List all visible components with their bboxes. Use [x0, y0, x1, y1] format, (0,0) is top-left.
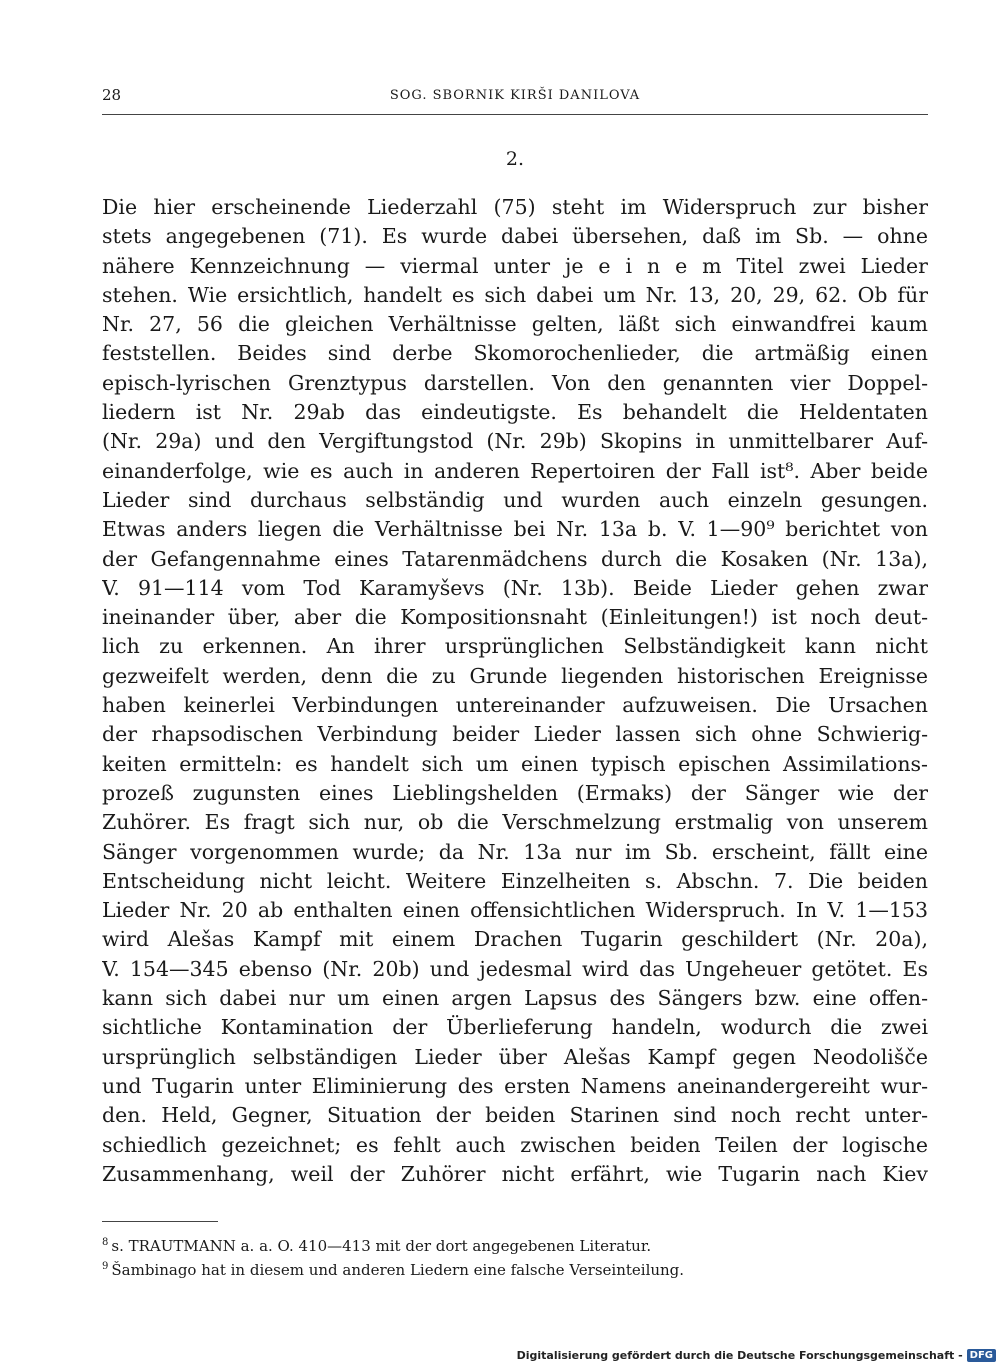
text-line: Nr. 27, 56 die gleichen Verhältnisse gelten, läßt sich einwandfrei kaum: [102, 312, 928, 337]
text-line: feststellen. Beides sind derbe Skomorochenlieder, die artmäßig einen: [102, 341, 928, 366]
text-line: gezweifelt werden, denn die zu Grunde liegenden historischen Ereignisse: [102, 663, 928, 688]
text-line: kann sich dabei nur um einen argen Lapsus des Sängers bzw. eine offen-: [102, 986, 928, 1011]
text-line: lich zu erkennen. An ihrer ursprünglichen Selbständigkeit kann nicht: [102, 634, 928, 659]
text-line: V. 91—114 vom Tod Karamyševs (Nr. 13b). Beide Lieder gehen zwar: [102, 575, 928, 600]
text-line: Etwas anders liegen die Verhältnisse bei Nr. 13a b. V. 1—90⁹ berichtet von: [102, 517, 928, 542]
text-line: (Nr. 29a) und den Vergiftungstod (Nr. 29b) Skopins in unmittelbarer Auf-: [102, 429, 928, 454]
footnote-mark: 9: [102, 1261, 109, 1272]
text-line: schiedlich gezeichnet; es fehlt auch zwischen beiden Teilen der logische: [102, 1132, 928, 1157]
text-line: den. Held, Gegner, Situation der beiden Starinen sind noch recht unter-: [102, 1103, 928, 1128]
footnote-text: s. TRAUTMANN a. a. O. 410—413 mit der dort angegebenen Literatur.: [111, 1237, 652, 1255]
footnote-text: Šambinago hat in diesem und anderen Liedern eine falsche Verseinteilung.: [111, 1261, 685, 1279]
text-line: sichtliche Kontamination der Überlieferung handeln, wodurch die zwei: [102, 1015, 928, 1040]
running-header: [102, 86, 928, 110]
footnote-9: [102, 1258, 928, 1282]
text-line: Zuhörer. Es fragt sich nur, ob die Verschmelzung erstmalig von unserem: [102, 810, 928, 835]
text-line: prozeß zugunsten eines Lieblingshelden (Ermaks) der Sänger wie der: [102, 780, 928, 805]
text-line: der rhapsodischen Verbindung beider Lieder lassen sich ohne Schwierig-: [102, 722, 928, 747]
text-line: keiten ermitteln: es handelt sich um einen typisch epischen Assimilations-: [102, 751, 928, 776]
digitization-credit: [517, 1346, 996, 1364]
text-line: Sänger vorgenommen wurde; da Nr. 13a nur im Sb. erscheint, fällt eine: [102, 839, 928, 864]
text-line: Entscheidung nicht leicht. Weitere Einzelheiten s. Abschn. 7. Die beiden: [102, 868, 928, 893]
text-line: Lieder Nr. 20 ab enthalten einen offensichtlichen Widerspruch. In V. 1—153: [102, 898, 928, 923]
text-line: ineinander über, aber die Kompositionsnaht (Einleitungen!) ist noch deut-: [102, 605, 928, 630]
footnote-rule: [102, 1221, 218, 1222]
text-line: ursprünglich selbständigen Lieder über Alešas Kampf gegen Neodolišče: [102, 1044, 928, 1069]
text-line: liedern ist Nr. 29ab das eindeutigste. Es behandelt die Heldentaten: [102, 400, 928, 425]
text-line: Lieder sind durchaus selbständig und wurden auch einzeln gesungen.: [102, 487, 928, 512]
footnotes: [102, 1234, 928, 1282]
text-line: der Gefangennahme eines Tatarenmädchens durch die Kosaken (Nr. 13a),: [102, 546, 928, 571]
credit-text: Digitalisierung gefördert durch die Deutsche Forschungsgemeinschaft -: [516, 1348, 963, 1362]
text-line: stets angegebenen (71). Es wurde dabei übersehen, daß im Sb. — ohne: [102, 224, 928, 249]
text-line: haben keinerlei Verbindungen untereinander aufzuweisen. Die Ursachen: [102, 693, 928, 718]
page-number: 28: [102, 86, 122, 104]
text-line: Die hier erscheinende Liederzahl (75) steht im Widerspruch zur bisher: [102, 195, 928, 219]
text-line: stehen. Wie ersichtlich, handelt es sich dabei um Nr. 13, 20, 29, 62. Ob für: [102, 282, 928, 307]
text-line: einanderfolge, wie es auch in anderen Repertoiren der Fall ist⁸. Aber beide: [102, 458, 928, 483]
header-rule: [102, 114, 928, 115]
text-line: und Tugarin unter Eliminierung des ersten Namens aneinandergereiht wur-: [102, 1073, 928, 1098]
running-title: SOG. SBORNIK KIRŠI DANILOVA: [389, 88, 641, 103]
footnote-mark: 8: [102, 1237, 109, 1248]
text-line: episch-lyrischen Grenztypus darstellen. Von den genannten vier Doppel-: [102, 370, 928, 395]
body-paragraph: [102, 193, 928, 1189]
dfg-logo: DFG: [967, 1349, 996, 1362]
text-line: Zusammenhang, weil der Zuhörer nicht erfährt, wie Tugarin nach Kiev: [102, 1161, 928, 1186]
section-number: 2.: [505, 148, 525, 170]
text-line: nähere Kennzeichnung — viermal unter je e i n e m Titel zwei Lieder: [102, 253, 928, 278]
footnote-8: [102, 1234, 928, 1258]
text-line: V. 154—345 ebenso (Nr. 20b) und jedesmal wird das Ungeheuer getötet. Es: [102, 956, 928, 981]
text-line: wird Alešas Kampf mit einem Drachen Tugarin geschildert (Nr. 20a),: [102, 927, 928, 952]
